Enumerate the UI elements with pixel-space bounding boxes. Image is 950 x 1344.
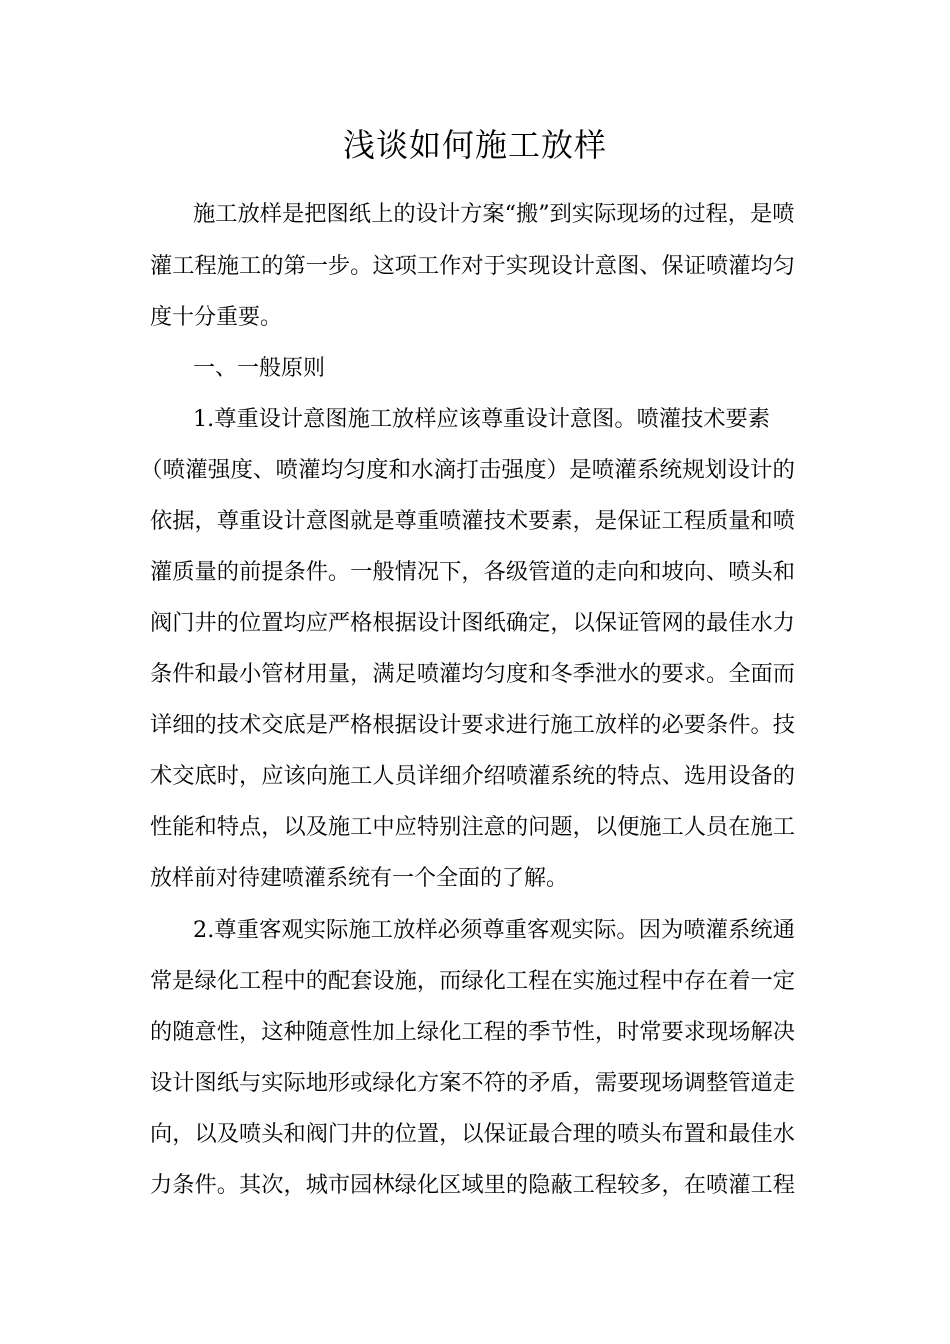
paragraph-2-line-6: 条件和最小管材用量，满足喷灌均匀度和冬季泄水的要求。全面而	[150, 662, 796, 687]
paragraph-3-line-2: 常是绿化工程中的配套设施，而绿化工程在实施过程中存在着一定	[150, 969, 796, 994]
paragraph-2-line-3: 依据，尊重设计意图就是尊重喷灌技术要素，是保证工程质量和喷	[150, 509, 796, 534]
paragraph-2-line-8: 术交底时，应该向施工人员详细介绍喷灌系统的特点、选用设备的	[150, 764, 796, 789]
paragraph-2-line-5: 阀门井的位置均应严格根据设计图纸确定，以保证管网的最佳水力	[150, 611, 796, 636]
section-heading: 一、一般原则	[193, 356, 326, 381]
paragraph-3-line-3: 的随意性，这种随意性加上绿化工程的季节性，时常要求现场解决	[150, 1020, 796, 1045]
paragraph-2-line-7: 详细的技术交底是严格根据设计要求进行施工放样的必要条件。技	[150, 713, 796, 738]
paragraph-2-line-9: 性能和特点，以及施工中应特别注意的问题，以便施工人员在施工	[150, 815, 796, 840]
paragraph-3-line-1: 2.尊重客观实际施工放样必须尊重客观实际。因为喷灌系统通	[193, 918, 795, 943]
paragraph-3-line-6: 力条件。其次，城市园林绿化区域里的隐蔽工程较多，在喷灌工程	[150, 1173, 796, 1198]
paragraph-1-line-2: 灌工程施工的第一步。这项工作对于实现设计意图、保证喷灌均匀	[150, 254, 796, 279]
paragraph-2-line-2: （喷灌强度、喷灌均匀度和水滴打击强度）是喷灌系统规划设计的	[140, 458, 796, 483]
paragraph-3-line-5: 向，以及喷头和阀门井的位置，以保证最合理的喷头布置和最佳水	[150, 1122, 796, 1147]
paragraph-2-line-1: 1.尊重设计意图施工放样应该尊重设计意图。喷灌技术要素	[193, 407, 770, 432]
document-title: 浅谈如何施工放样	[342, 126, 607, 164]
paragraph-2-line-4: 灌质量的前提条件。一般情况下，各级管道的走向和坡向、喷头和	[150, 560, 796, 585]
paragraph-3-line-4: 设计图纸与实际地形或绿化方案不符的矛盾，需要现场调整管道走	[150, 1071, 796, 1096]
paragraph-1-line-1: 施工放样是把图纸上的设计方案“搬”到实际现场的过程，是喷	[193, 202, 795, 227]
paragraph-2-line-10: 放样前对待建喷灌系统有一个全面的了解。	[150, 866, 569, 891]
paragraph-1-line-3: 度十分重要。	[150, 305, 283, 330]
